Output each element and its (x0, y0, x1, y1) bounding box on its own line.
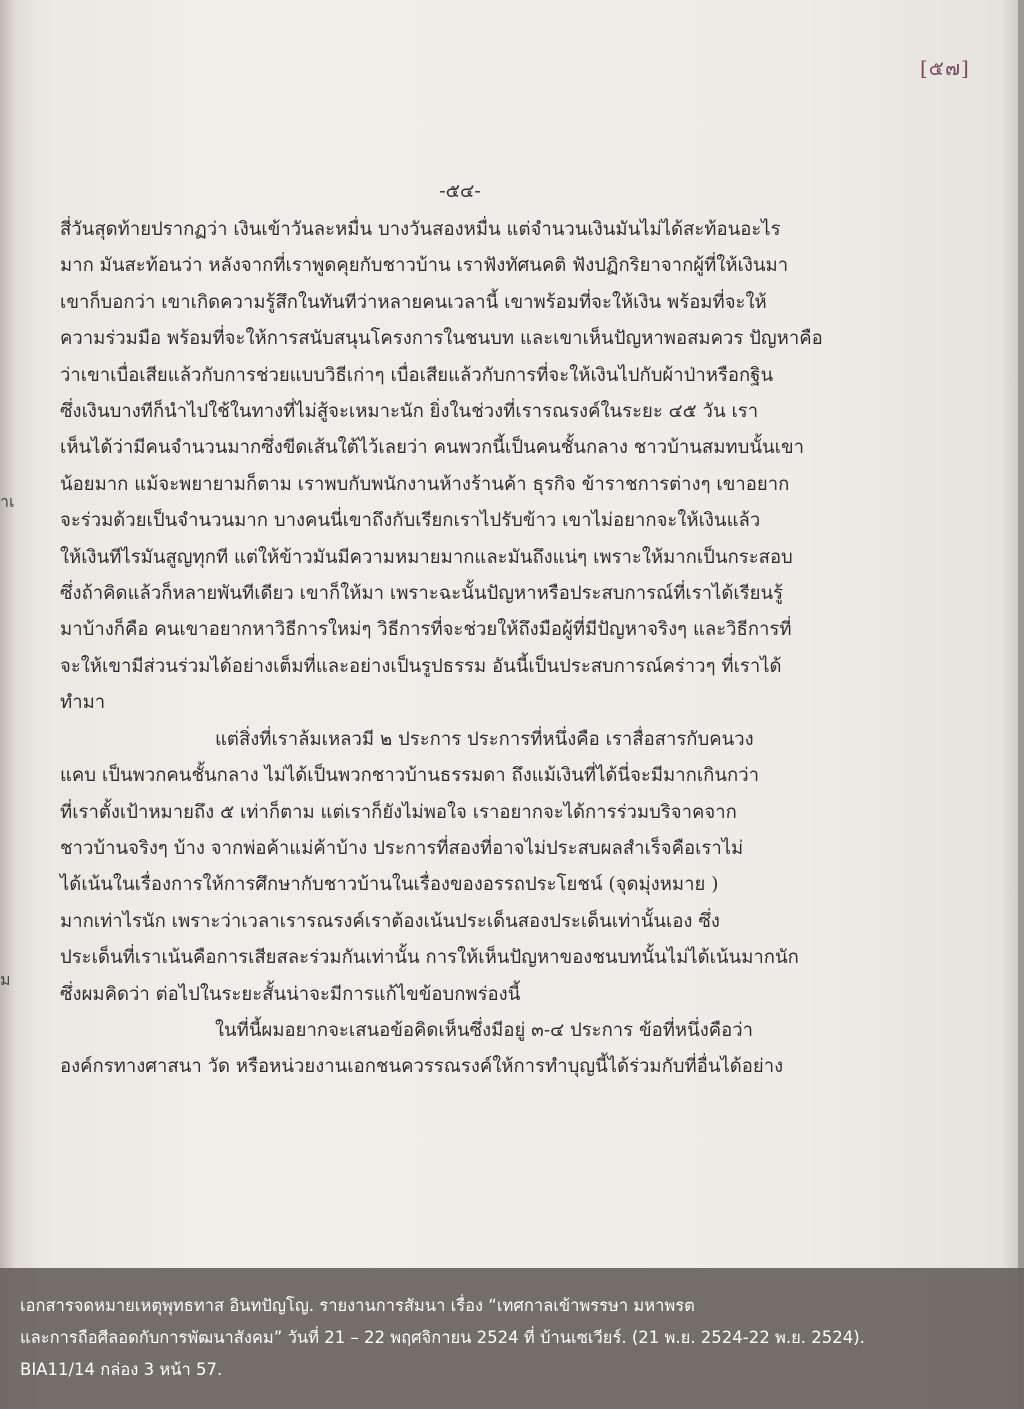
text-line: จะให้เขามีส่วนร่วมได้อย่างเต็มที่และอย่างเป็นรูปธรรม อันนี้เป็นประสบการณ์คร่าวๆ ที่เราได้ (60, 655, 782, 677)
edge-mark-top: าเ (0, 492, 15, 511)
text-line: เห็นได้ว่ามีคนจำนวนมากซึ่งขีดเส้นใต้ไว้เลยว่า คนพวกนี้เป็นคนชั้นกลาง ชาวบ้านสมทบนั้นเขา (60, 437, 804, 459)
archive-page-number: [๕๗] (920, 56, 970, 80)
binding-edge (0, 0, 14, 1409)
text-line: ความร่วมมือ พร้อมที่จะให้การสนับสนุนโครงการในชนบท และเขาเห็นปัญหาพอสมควร ปัญหาคือ (60, 328, 823, 350)
page-edge-shadow (1018, 0, 1024, 1409)
paragraph-start-line: ในที่นี้ผมอยากจะเสนอข้อคิดเห็นซึ่งมีอยู่ ๓-๔ ประการ ข้อที่หนึ่งคือว่า (215, 1019, 754, 1041)
text-line: เขาก็บอกว่า เขาเกิดความรู้สึกในทันทีว่าหลายคนเวลานี้ เขาพร้อมที่จะให้เงิน พร้อมที่จะให้ (60, 291, 767, 313)
text-line: ซึ่งเงินบางทีก็นำไปใช้ในทางที่ไม่สู้จะเหมาะนัก ยิ่งในช่วงที่เรารณรงค์ในระยะ ๔๕ วัน เรา (60, 401, 759, 423)
text-line: มาก มันสะท้อนว่า หลังจากที่เราพูดคุยกับชาวบ้าน เราฟังทัศนคติ ฟังปฏิกริยาจากผู้ที่ให้เงินมา (60, 255, 789, 277)
text-line: สี่วันสุดท้ายปรากฏว่า เงินเข้าวันละหมื่น บางวันสองหมื่น แต่จำนวนเงินมันไม่ได้สะท้อนอะไร (60, 219, 781, 240)
caption-line-1: เอกสารจดหมายเหตุพุทธทาส อินทปัญโญ. รายงานการสัมนา เรื่อง “เทศกาลเข้าพรรษา มหาพรต (20, 1296, 695, 1315)
page-number: -๕๔- (439, 180, 481, 202)
text-line: มาบ้างก็คือ คนเขาอยากหาวิธีการใหม่ๆ วิธีการที่จะช่วยให้ถึงมือผู้ที่มีปัญหาจริงๆ และวิธีการที่ (60, 619, 792, 641)
caption-line-2: และการถือศีลอดกับการพัฒนาสังคม” วันที่ 21 – 22 พฤศจิกายน 2524 ที่ บ้านเซเวียร์. (21 พ.ย. 2524-22 พ.ย. 2524). (20, 1328, 865, 1347)
text-line: ประเด็นที่เราเน้นคือการเสียสละร่วมกันเท่านั้น การให้เห็นปัญหาของชนบทนั้นไม่ได้เน้นมากนัก (60, 947, 799, 969)
text-line: ชาวบ้านจริงๆ บ้าง จากพ่อค้าแม่ค้าบ้าง ประการที่สองที่อาจไม่ประสบผลสำเร็จคือเราไม่ (60, 837, 744, 859)
text-line: ที่เราตั้งเป้าหมายถึง ๕ เท่าก็ตาม แต่เราก็ยังไม่พอใจ เราอยากจะได้การร่วมบริจาคจาก (60, 801, 737, 823)
edge-mark-bottom: ม (0, 970, 11, 989)
text-line: น้อยมาก แม้จะพยายามก็ตาม เราพบกับพนักงานห้างร้านค้า ธุรกิจ ข้าราชการต่างๆ เขาอยาก (60, 473, 790, 495)
document-body (60, 212, 850, 1086)
text-line: ซึ่งผมคิดว่า ต่อไปในระยะสั้นน่าจะมีการแก้ไขข้อบกพร่องนี้ (60, 983, 521, 1005)
text-line: ได้เน้นในเรื่องการให้การศึกษากับชาวบ้านในเรื่องของอรรถประโยชน์ (จุดมุ่งหมาย ) (60, 874, 719, 896)
text-line: ซึ่งถ้าคิดแล้วก็หลายพันทีเดียว เขาก็ให้มา เพราะฉะนั้นปัญหาหรือประสบการณ์ที่เราได้เรียนรู้ (60, 583, 784, 605)
text-line: ให้เงินทีไรมันสูญทุกที แต่ให้ข้าวมันมีความหมายมากและมันถึงแน่ๆ เพราะให้มากเป็นกระสอบ (60, 546, 793, 568)
paragraph-start-line: แต่สิ่งที่เราล้มเหลวมี ๒ ประการ ประการที่หนึ่งคือ เราสื่อสารกับคนวง (215, 728, 754, 750)
text-line: องค์กรทางศาสนา วัด หรือหน่วยงานเอกชนควรรณรงค์ให้การทำบุญนี้ได้ร่วมกับที่อื่นได้อย่าง (60, 1056, 784, 1078)
text-line: จะร่วมด้วยเป็นจำนวนมาก บางคนนี่เขาถึงกับเรียกเราไปรับข้าว เขาไม่อยากจะให้เงินแล้ว (60, 510, 761, 532)
text-line: แคบ เป็นพวกคนชั้นกลาง ไม่ได้เป็นพวกชาวบ้านธรรมดา ถึงแม้เงินที่ได้นี่จะมีมากเกินกว่า (60, 765, 759, 787)
text-line: มากเท่าไรนัก เพราะว่าเวลาเรารณรงค์เราต้องเน้นประเด็นสองประเด็นเท่านั้นเอง ซึ่ง (60, 910, 720, 932)
archive-caption (0, 1268, 1024, 1409)
text-line: ทำมา (60, 692, 106, 714)
text-line: ว่าเขาเบื่อเสียแล้วกับการช่วยแบบวิธีเก่าๆ เบื่อเสียแล้วกับการที่จะให้เงินไปกับผ้าป่าหรือกฐิน (60, 364, 774, 386)
caption-line-3: BIA11/14 กล่อง 3 หน้า 57. (20, 1360, 223, 1379)
